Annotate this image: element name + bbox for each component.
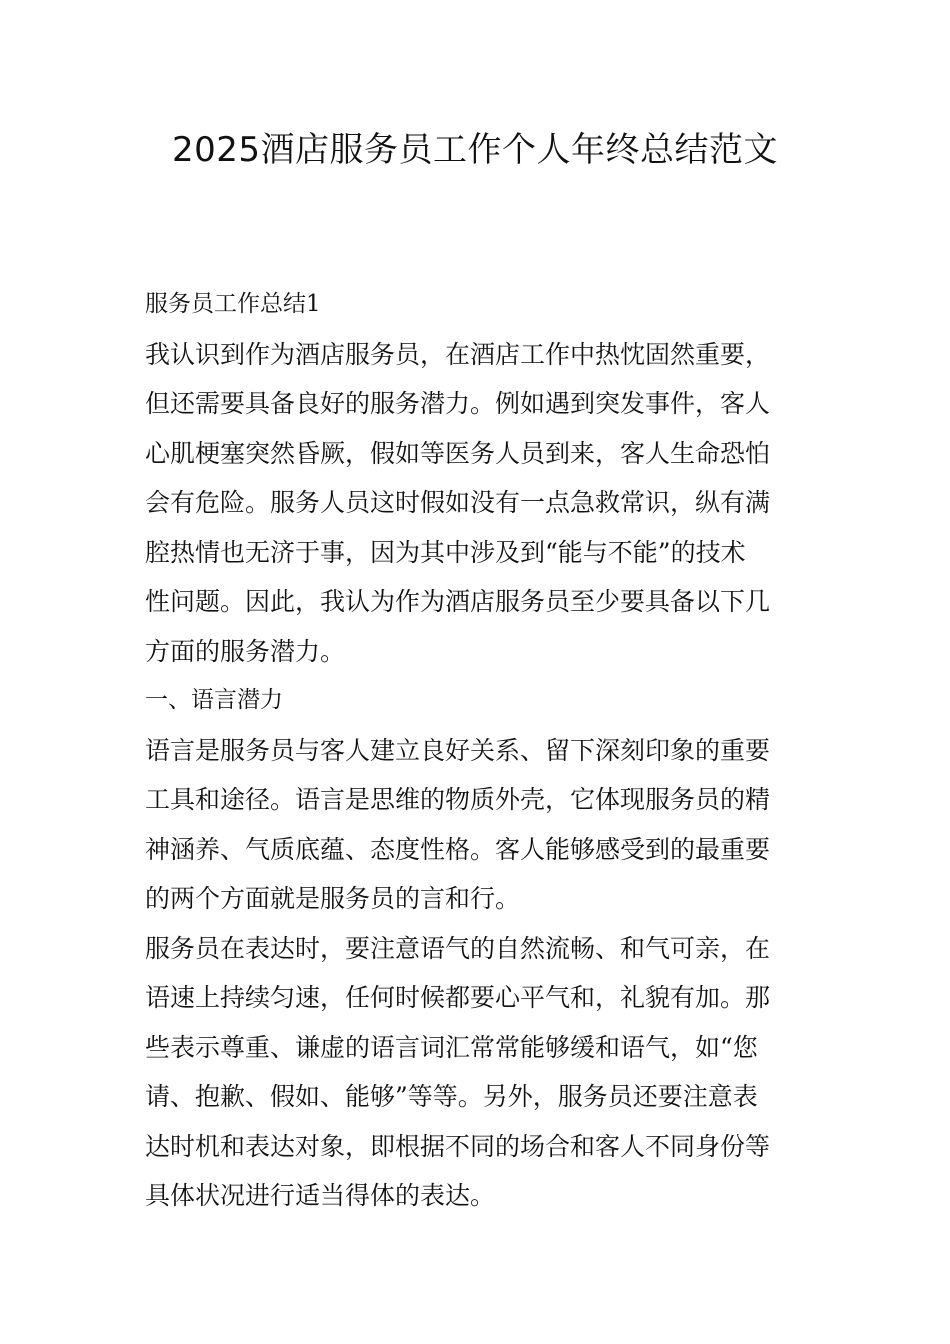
paragraph-line: 心肌梗塞突然昏厥，假如等医务人员到来，客人生命恐怕 [145, 438, 771, 468]
paragraph-line: 请、抱歉、假如、能够”等等。另外，服务员还要注意表 [145, 1082, 758, 1111]
section-heading: 一、语言潜力 [145, 687, 283, 713]
paragraph-line: 语言是服务员与客人建立良好关系、留下深刻印象的重要 [145, 735, 771, 765]
paragraph-line: 达时机和表达对象，即根据不同的场合和客人不同身份等 [145, 1131, 771, 1161]
section-heading: 服务员工作总结1 [145, 291, 321, 317]
paragraph-line: 具体状况进行适当得体的表达。 [145, 1181, 496, 1210]
paragraph-line: 性问题。因此，我认为作为酒店服务员至少要具备以下几 [145, 587, 771, 616]
paragraph-line: 神涵养、气质底蕴、态度性格。客人能够感受到的最重要 [145, 834, 771, 864]
paragraph-line: 语速上持续匀速，任何时候都要心平气和，礼貌有加。那 [145, 983, 771, 1012]
paragraph-line: 些表示尊重、谦虚的语言词汇常常能够缓和语气，如“您 [145, 1032, 758, 1062]
paragraph-line: 的两个方面就是服务员的言和行。 [145, 884, 521, 913]
paragraph-line: 方面的服务潜力。 [145, 636, 346, 666]
paragraph-line: 我认识到作为酒店服务员，在酒店工作中热忱固然重要， [145, 339, 771, 369]
paragraph-line: 会有危险。服务人员这时假如没有一点急救常识，纵有满 [145, 488, 771, 517]
paragraph-line: 腔热情也无济于事，因为其中涉及到“能与不能”的技术 [145, 537, 746, 567]
document-body [145, 280, 810, 1221]
document-title: 2025酒店服务员工作个人年终总结范文 [171, 130, 779, 170]
paragraph-line: 服务员在表达时，要注意语气的自然流畅、和气可亲，在 [145, 933, 771, 963]
paragraph-line: 但还需要具备良好的服务潜力。例如遇到突发事件，客人 [145, 389, 771, 418]
paragraph-line: 工具和途径。语言是思维的物质外壳，它体现服务员的精 [145, 785, 771, 814]
